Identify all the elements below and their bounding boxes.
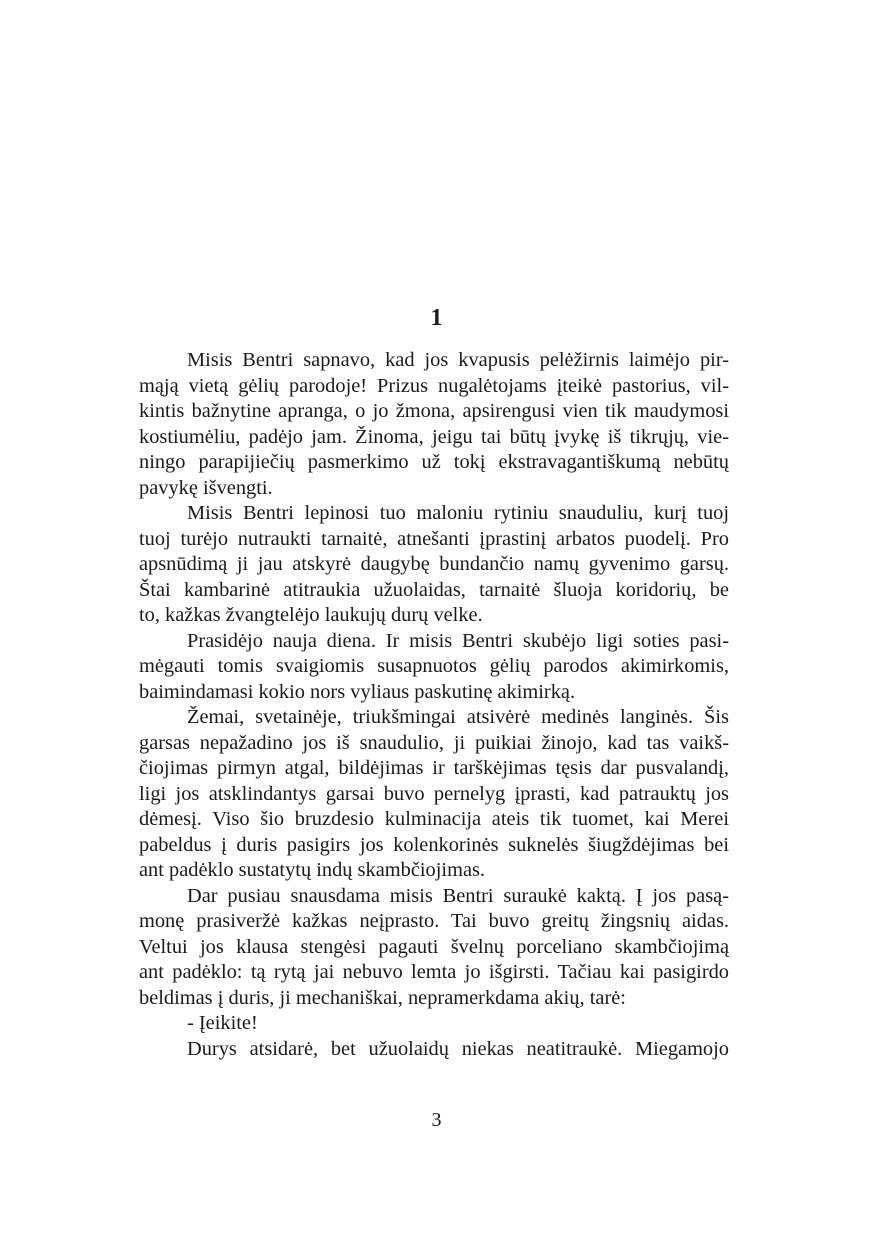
text-line: ligi jos atsklindantys garsai buvo pernelyg įprasti, kad patrauktų jos — [139, 782, 729, 805]
text-line: ant padėklo: tą rytą jai nebuvo lemta jo išgirsti. Tačiau kai pasigirdo — [139, 961, 729, 983]
text-line: Misis Bentri lepinosi tuo maloniu rytiniu snauduliu, kurį tuoj — [187, 502, 729, 524]
page-number: 3 — [431, 1109, 442, 1131]
text-line: to, kažkas žvangtelėjo laukujų durų velke. — [139, 604, 483, 626]
chapter-body-text — [139, 348, 729, 1062]
text-line: kostiumėliu, padėjo jam. Žinoma, jeigu tai būtų įvykę iš tikrųjų, vie- — [139, 425, 729, 448]
text-line: kintis bažnytine apranga, o jo žmona, apsirengusi vien tik maudymosi — [139, 400, 729, 422]
text-line: mąją vietą gėlių parodoje! Prizus nugalėtojams įteikė pastorius, vil- — [139, 374, 729, 397]
chapter-number: 1 — [430, 305, 443, 331]
text-line: čiojimas pirmyn atgal, bildėjimas ir tarškėjimas tęsis dar pusvalandį, — [139, 757, 729, 779]
text-line: baimindamasi kokio nors vyliaus paskutinę akimirką. — [139, 680, 576, 703]
text-line: Veltui jos klausa stengėsi pagauti švelnų porceliano skambčiojimą — [139, 935, 729, 958]
text-line: Prasidėjo nauja diena. Ir misis Bentri skubėjo ligi soties pasi- — [187, 629, 729, 652]
text-line: ningo parapijiečių pasmerkimo už tokį ekstravagantiškumą nebūtų — [139, 451, 729, 473]
text-line: garsas nepažadino jos iš snaudulio, ji puikiai žinojo, kad tas vaikš- — [139, 731, 729, 754]
text-line: mėgauti tomis svaigiomis susapnuotos gėlių parodos akimirkomis, — [139, 655, 729, 677]
text-line: beldimas į duris, ji mechaniškai, nepramerkdama akių, tarė: — [139, 986, 626, 1009]
text-line: Misis Bentri sapnavo, kad jos kvapusis pelėžirnis laimėjo pir- — [187, 349, 729, 371]
text-line: Žemai, svetainėje, triukšmingai atsivėrė medinės langinės. Šis — [187, 706, 729, 728]
text-line: Durys atsidarė, bet užuolaidų niekas neatitraukė. Miegamojo — [187, 1037, 729, 1060]
text-line: monę prasiveržė kažkas neįprasto. Tai buvo greitų žingsnių aidas. — [139, 910, 729, 932]
text-line: tuoj turėjo nutraukti tarnaitė, atnešanti įprastinį arbatos puodelį. Pro — [139, 527, 729, 550]
text-line: pabeldus į duris pasigirs jos kolenkorinės suknelės šiugždėjimas bei — [139, 833, 729, 856]
text-line: - Įeikite! — [187, 1012, 258, 1034]
text-line: Dar pusiau snausdama misis Bentri suraukė kaktą. Į jos pasą- — [187, 884, 729, 907]
text-line: ant padėklo sustatytų indų skambčiojimas. — [139, 859, 486, 881]
text-line: pavykę išvengti. — [139, 476, 273, 499]
text-line: dėmesį. Viso šio bruzdesio kulminacija ateis tik tuomet, kai Merei — [139, 808, 729, 830]
text-line: apsnūdimą ji jau atskyrė daugybę bundančio namų gyvenimo garsų. — [139, 553, 729, 575]
text-line: Štai kambarinė atitraukia užuolaidas, tarnaitė šluoja koridorių, be — [139, 578, 729, 601]
